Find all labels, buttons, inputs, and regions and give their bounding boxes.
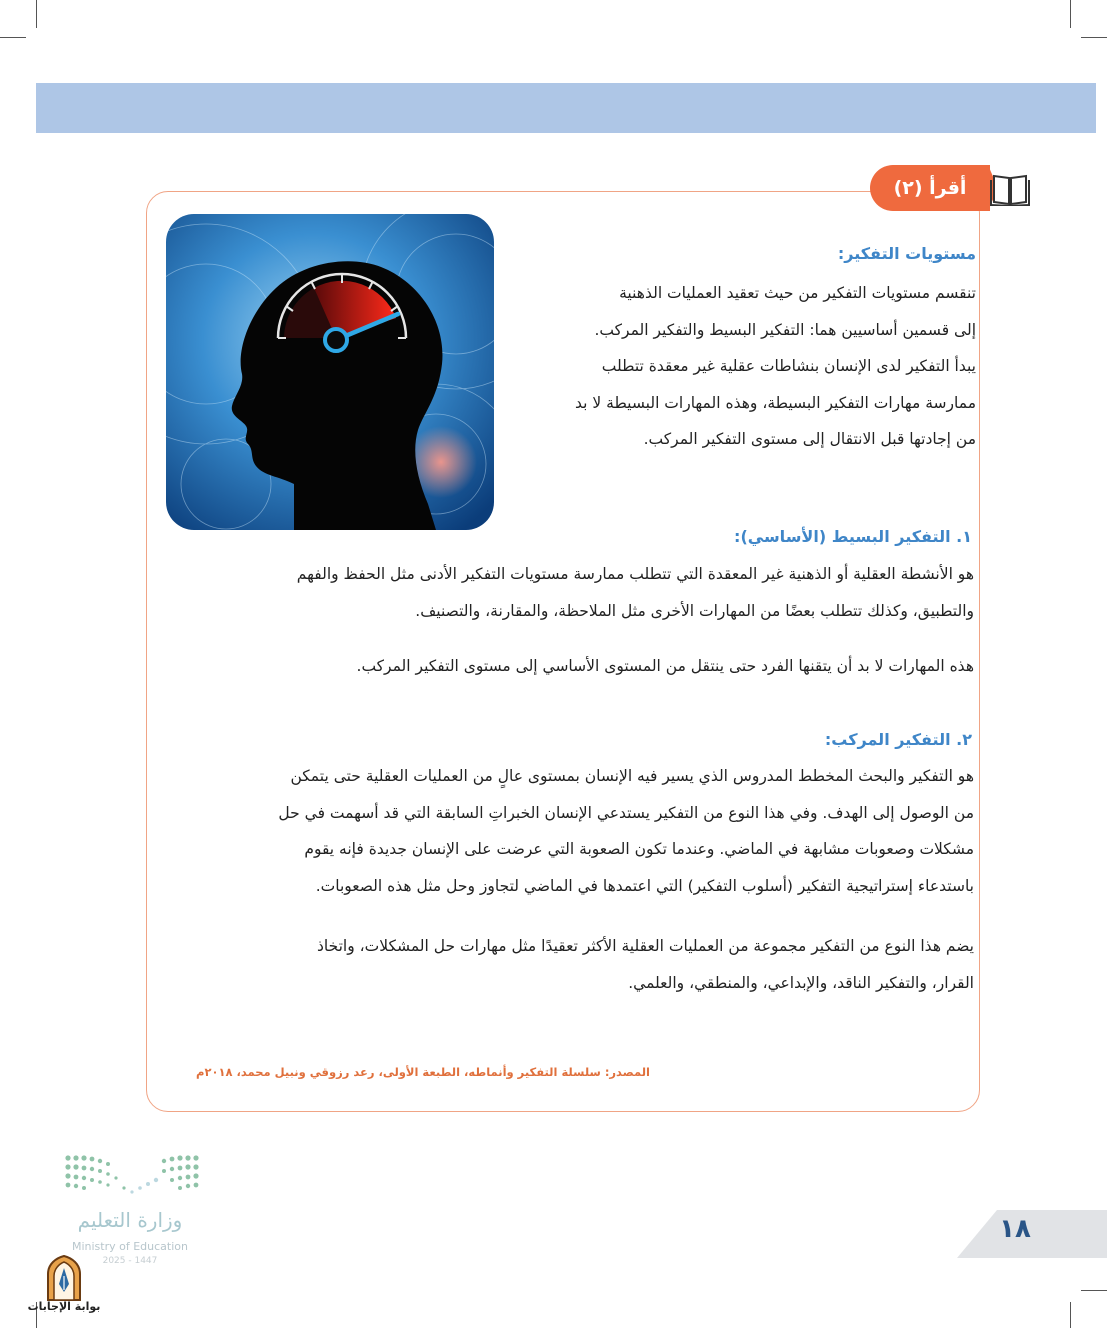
crop-mark-top-left-h [0, 37, 26, 38]
complex-line: من الوصول إلى الهدف. وفي هذا النوع من التفكير يستدعي الإنسان الخبراتِ السابقة التي قد أسهمت في حل [278, 803, 974, 822]
crop-mark-bottom-right-v [1070, 1302, 1071, 1328]
complex-line: القرار، والتفكير الناقد، والإبداعي، والمنطقي، والعلمي. [628, 973, 974, 992]
complex-line: هو التفكير والبحث المخطط المدروس الذي يسير فيه الإنسان بمستوى عالٍ من العمليات العقلية حتى يتمكن [290, 767, 974, 785]
intro-line: إلى قسمين أساسيين هما: التفكير البسيط والتفكير المركب. [594, 320, 976, 339]
portal-watermark: بوابة الإجابات [27, 1300, 101, 1313]
crop-mark-top-right-v [1070, 0, 1071, 28]
intro-line: من إجادتها قبل الانتقال إلى مستوى التفكير المركب. [643, 430, 976, 448]
portal-pen-logo [44, 1254, 84, 1302]
ministry-dots-logo [62, 1150, 202, 1198]
complex-line: باستدعاء إستراتيجية التفكير (أسلوب التفكير) التي اعتمدها في الماضي لتجاوز وحل مثل هذه الصعوبات. [315, 876, 974, 895]
simple-paragraph-1 [152, 556, 974, 629]
intro-paragraph [508, 275, 976, 458]
heading-thinking-levels: مستويات التفكير: [837, 244, 976, 263]
crop-mark-bottom-right-h [1081, 1290, 1107, 1291]
intro-line: تنقسم مستويات التفكير من حيث تعقيد العمليات الذهنية [619, 284, 976, 302]
ministry-name-ar: وزارة التعليم [77, 1208, 183, 1232]
heading-complex-thinking [825, 730, 972, 749]
section-title: التفكير البسيط (الأساسي): [734, 527, 951, 546]
section-title: التفكير المركب: [824, 730, 951, 749]
header-band [36, 83, 1096, 133]
crop-mark-top-right-h [1081, 37, 1107, 38]
simple-line: والتطبيق، وكذلك تتطلب بعضًا من المهارات الأخرى مثل الملاحظة، والمقارنة، والتصنيف. [415, 601, 974, 620]
source-citation: المصدر: سلسلة التفكير وأنماطه، الطبعة الأولى، رعد رزوقي ونبيل محمد، ٢٠١٨م [196, 1065, 650, 1079]
heading-simple-thinking [734, 527, 972, 546]
complex-line: يضم هذا النوع من التفكير مجموعة من العمليات العقلية الأكثر تعقيدًا مثل مهارات حل المشكلات، واتخاذ [316, 937, 974, 955]
intro-line: يبدأ التفكير لدى الإنسان بنشاطات عقلية غير معقدة تتطلب [601, 357, 976, 375]
open-book-icon [990, 170, 1030, 206]
section-number: ٢. [956, 730, 972, 749]
section-number: ١. [956, 527, 972, 546]
complex-paragraph-1 [152, 758, 974, 904]
page-number: ١٨ [999, 1214, 1031, 1244]
reading-badge: أقرأ (٢) [870, 165, 990, 211]
crop-mark-top-left-v [36, 0, 37, 28]
complex-paragraph-2 [152, 928, 974, 1001]
ministry-name-en: Ministry of Education [71, 1240, 188, 1253]
ministry-year: 2025 - 1447 [102, 1256, 158, 1266]
simple-line: هو الأنشطة العقلية أو الذهنية غير المعقدة التي تتطلب ممارسة مستويات التفكير الأدنى مثل الحفظ والفهم [296, 565, 974, 583]
complex-line: مشكلات وصعوبات مشابهة في الماضي. وعندما تكون الصعوبة التي عرضت على الإنسان جديدة فإنه يقوم [304, 840, 974, 858]
intro-line: ممارسة مهارات التفكير البسيطة، وهذه المهارات البسيطة لا بد [575, 393, 976, 412]
simple-paragraph-2: هذه المهارات لا بد أن يتقنها الفرد حتى ينتقل من المستوى الأساسي إلى مستوى التفكير المركب. [356, 657, 974, 675]
head-speedometer-illustration [166, 214, 494, 530]
